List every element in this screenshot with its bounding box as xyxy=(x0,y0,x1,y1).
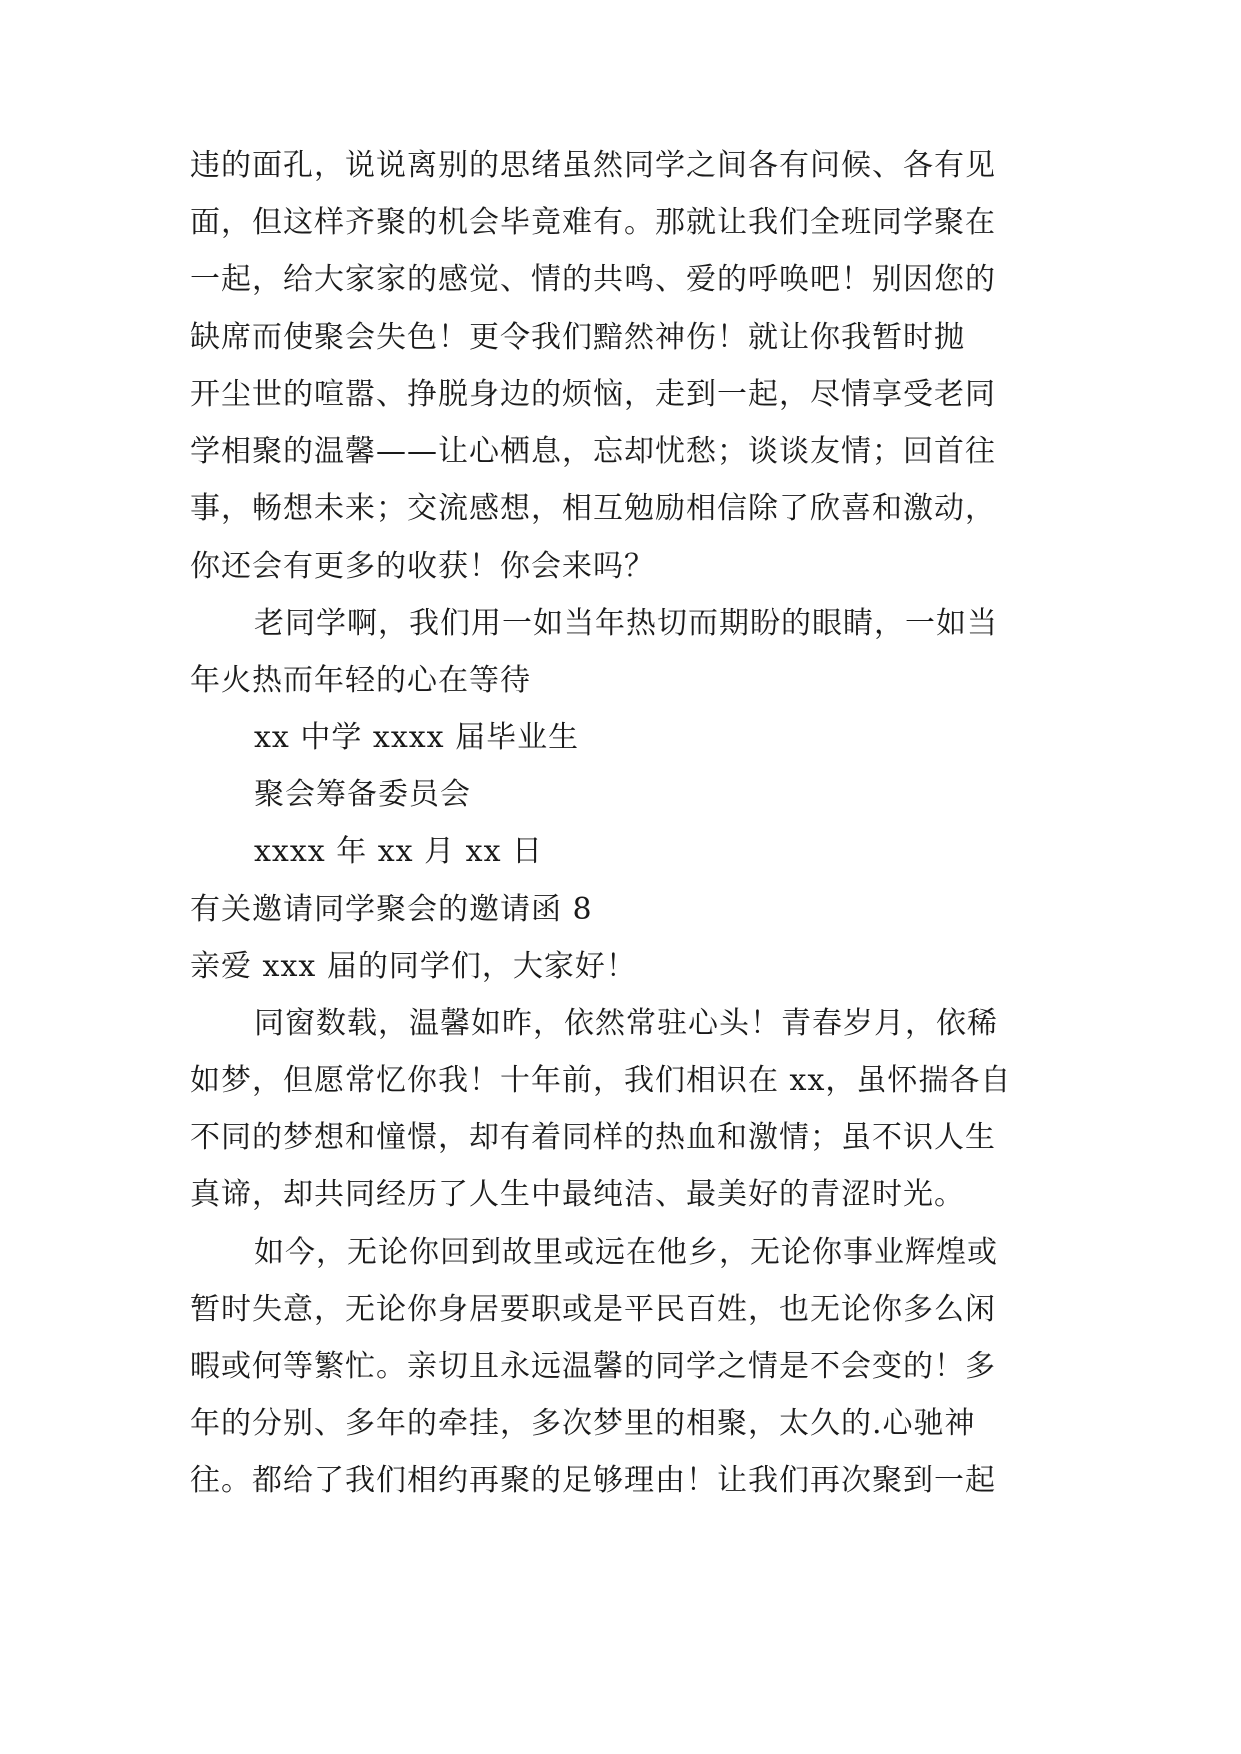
signature-committee: 聚会筹备委员会 xyxy=(254,777,471,812)
text-line: 如梦，但愿常忆你我！十年前，我们相识在 xx，虽怀揣各自 xyxy=(190,1063,1012,1098)
text-line: 事，畅想未来；交流感想，相互勉励相信除了欣喜和激动， xyxy=(190,491,996,526)
text-line: 年的分别、多年的牵挂，多次梦里的相聚，太久的.心驰神 xyxy=(190,1406,976,1441)
text-line: 面，但这样齐聚的机会毕竟难有。那就让我们全班同学聚在 xyxy=(190,205,996,240)
text-line: 年火热而年轻的心在等待 xyxy=(190,663,531,698)
salutation: 亲爱 xxx 届的同学们，大家好！ xyxy=(190,949,637,984)
paragraph-first-line: 同窗数载，温馨如昨，依然常驻心头！青春岁月，依稀 xyxy=(254,1006,998,1041)
paragraph-first-line: 如今，无论你回到故里或远在他乡，无论你事业辉煌或 xyxy=(254,1235,998,1270)
text-line: 一起，给大家家的感觉、情的共鸣、爱的呼唤吧！别因您的 xyxy=(190,262,996,297)
text-line: 开尘世的喧嚣、挣脱身边的烦恼，走到一起，尽情享受老同 xyxy=(190,377,996,412)
paragraph-first-line: 老同学啊，我们用一如当年热切而期盼的眼睛，一如当 xyxy=(254,606,998,641)
text-line: 不同的梦想和憧憬，却有着同样的热血和激情；虽不识人生 xyxy=(190,1120,996,1155)
text-line: 真谛，却共同经历了人生中最纯洁、最美好的青涩时光。 xyxy=(190,1177,965,1212)
section-title: 有关邀请同学聚会的邀请函 8 xyxy=(190,892,593,927)
text-line: 学相聚的温馨——让心栖息，忘却忧愁；谈谈友情；回首往 xyxy=(190,434,996,469)
text-line: 违的面孔，说说离别的思绪虽然同学之间各有问候、各有见 xyxy=(190,148,996,183)
text-line: 缺席而使聚会失色！更令我们黯然神伤！就让你我暂时抛 xyxy=(190,320,965,355)
text-line: 暇或何等繁忙。亲切且永远温馨的同学之情是不会变的！多 xyxy=(190,1349,996,1384)
signature-school: xx 中学 xxxx 届毕业生 xyxy=(254,720,580,755)
signature-date: xxxx 年 xx 月 xx 日 xyxy=(254,834,544,869)
text-line: 暂时失意，无论你身居要职或是平民百姓，也无论你多么闲 xyxy=(190,1292,996,1327)
text-line: 往。都给了我们相约再聚的足够理由！让我们再次聚到一起 xyxy=(190,1463,996,1498)
text-line: 你还会有更多的收获！你会来吗？ xyxy=(190,549,655,584)
